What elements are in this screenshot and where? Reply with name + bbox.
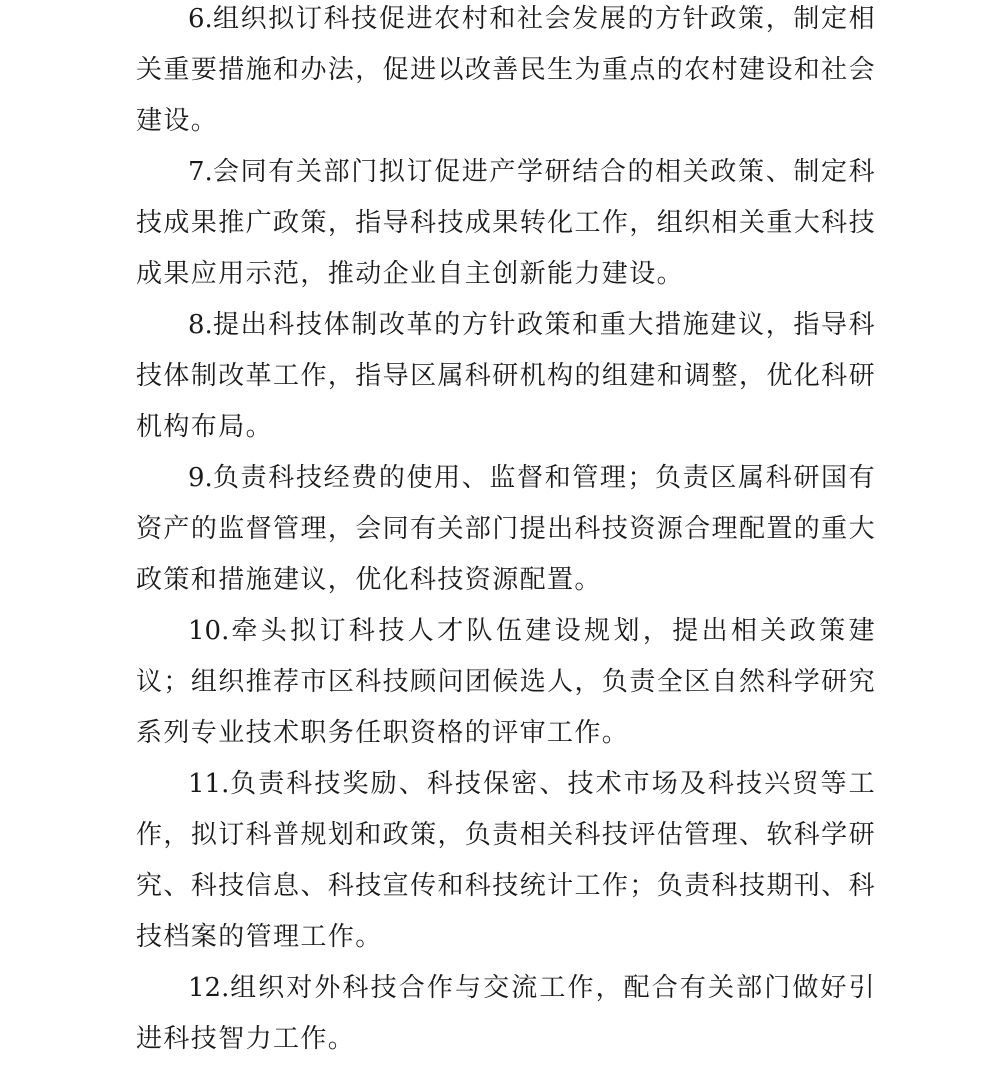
item-text: 负责科技奖励、科技保密、技术市场及科技兴贸等工作，拟订科普规划和政策，负责相关科技评估管理、软科学研究、科技信息、科技宣传和科技统计工作；负责科技期刊、科技档案的管理工作。	[136, 769, 876, 952]
item-number: 6.	[188, 4, 213, 34]
item-number: 10.	[188, 616, 230, 646]
paragraph-item-12	[136, 963, 876, 1065]
item-text: 组织对外科技合作与交流工作，配合有关部门做好引进科技智力工作。	[136, 973, 876, 1054]
item-number: 9.	[188, 463, 213, 493]
item-number: 12.	[188, 973, 230, 1003]
item-text: 提出科技体制改革的方针政策和重大措施建议，指导科技体制改革工作，指导区属科研机构的组建和调整，优化科研机构布局。	[136, 310, 876, 442]
item-number: 11.	[188, 769, 230, 799]
paragraph-item-6	[136, 0, 876, 147]
item-number: 8.	[188, 310, 213, 340]
paragraph-item-8	[136, 300, 876, 453]
item-number: 7.	[188, 157, 213, 187]
item-text: 会同有关部门拟订促进产学研结合的相关政策、制定科技成果推广政策，指导科技成果转化工作，组织相关重大科技成果应用示范，推动企业自主创新能力建设。	[136, 157, 876, 289]
paragraph-item-11	[136, 759, 876, 963]
item-text: 牵头拟订科技人才队伍建设规划，提出相关政策建议；组织推荐市区科技顾问团候选人，负责全区自然科学研究系列专业技术职务任职资格的评审工作。	[136, 616, 876, 748]
paragraph-item-7	[136, 147, 876, 300]
document-body	[136, 0, 876, 1065]
item-text: 组织拟订科技促进农村和社会发展的方针政策，制定相关重要措施和办法，促进以改善民生为重点的农村建设和社会建设。	[136, 4, 876, 136]
item-text: 负责科技经费的使用、监督和管理；负责区属科研国有资产的监督管理，会同有关部门提出科技资源合理配置的重大政策和措施建议，优化科技资源配置。	[136, 463, 876, 595]
paragraph-item-9	[136, 453, 876, 606]
paragraph-item-10	[136, 606, 876, 759]
